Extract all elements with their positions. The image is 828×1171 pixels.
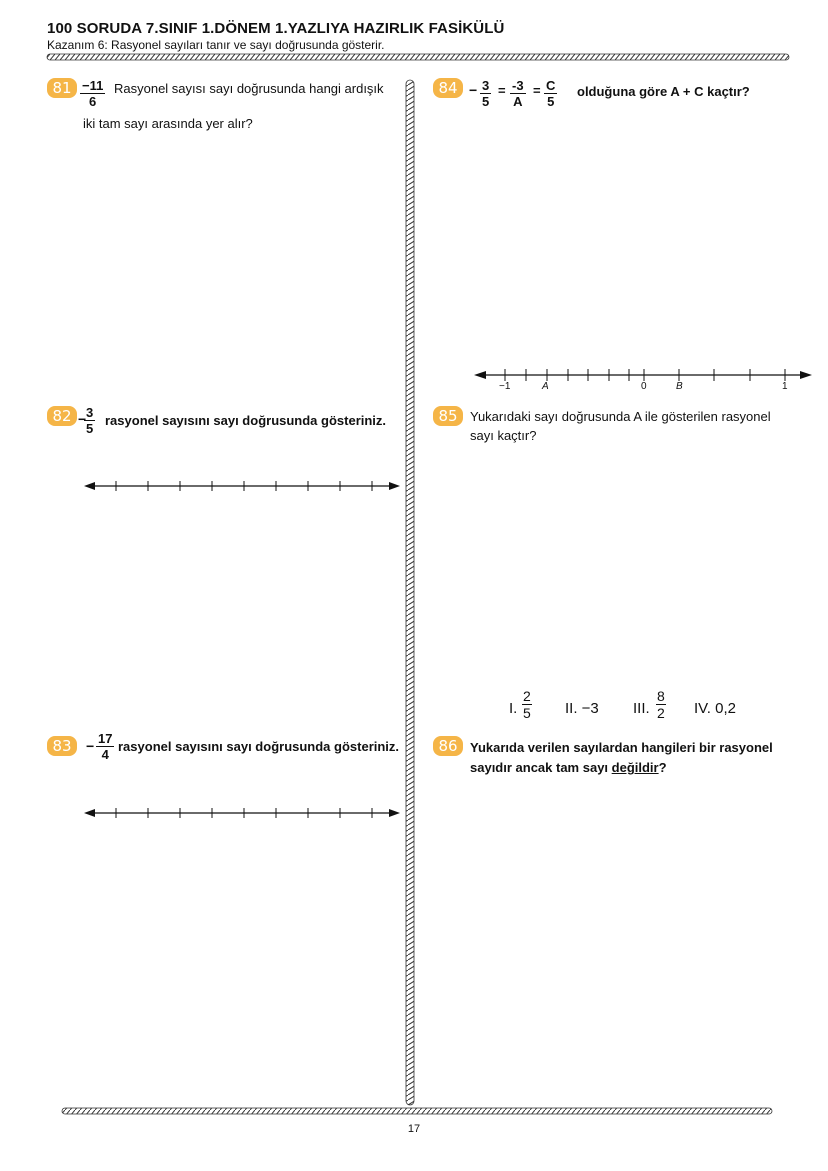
number-line-label: 1 [782, 381, 788, 392]
question-text: olduğuna göre A + C kaçtır? [577, 84, 750, 99]
equals-sign: = [498, 83, 506, 98]
fraction-denominator: 5 [86, 421, 94, 436]
fraction-numerator: 3 [482, 78, 490, 93]
option-iii-fraction [656, 688, 666, 721]
question-text: iki tam sayı arasında yer alır? [83, 116, 253, 131]
question-number-badge: 85 [433, 406, 463, 426]
question-number-badge: 81 [47, 78, 77, 98]
fraction-numerator: 2 [523, 688, 531, 704]
number-line-q85 [470, 360, 820, 400]
question-text: rasyonel sayısını sayı doğrusunda gösteriniz. [105, 413, 387, 428]
number-line-q83 [80, 803, 406, 825]
fraction-numerator: 3 [86, 405, 94, 420]
minus-sign: − [78, 411, 87, 427]
question-number-badge: 82 [47, 406, 77, 426]
page-subtitle: Kazanım 6: Rasyonel sayıları tanır ve sayı doğrusunda gösterir. [47, 38, 385, 52]
option-iii-label: III. [633, 700, 650, 717]
fraction-q84-third [544, 78, 557, 109]
fraction-q84-first [480, 78, 491, 109]
number-line-label: B [676, 381, 683, 392]
fraction-q84-second [510, 78, 526, 109]
fraction-q81 [80, 78, 105, 109]
question-text: Yukarıda verilen sayılardan hangileri bir rasyonel [470, 740, 773, 755]
fraction-denominator: 4 [101, 747, 109, 762]
fraction-numerator: C [546, 78, 556, 93]
top-rope-divider [47, 54, 789, 60]
fraction-numerator: 8 [657, 688, 665, 704]
question-text: rasyonel sayısını sayı doğrusunda gösteriniz. [118, 739, 400, 754]
question-text: Rasyonel sayısı sayı doğrusunda hangi ardışık [114, 81, 384, 96]
arrow-left-icon [84, 482, 95, 490]
fraction-denominator: 5 [523, 705, 531, 721]
equals-sign: = [533, 83, 541, 98]
question-text: sayı kaçtır? [470, 428, 537, 443]
number-line-q82 [80, 476, 406, 498]
question-text: Yukarıdaki sayı doğrusunda A ile gösterilen rasyonel [470, 409, 771, 424]
option-i-fraction [522, 688, 532, 721]
question-number-badge: 83 [47, 736, 77, 756]
center-rope-divider [406, 80, 414, 1105]
fraction-q82 [84, 405, 95, 436]
arrow-right-icon [389, 482, 400, 490]
arrow-right-icon [389, 809, 400, 817]
arrow-left-icon [474, 371, 486, 379]
minus-sign: − [86, 738, 95, 754]
page-title: 100 SORUDA 7.SINIF 1.DÖNEM 1.YAZLIYA HAZIRLIK FASİKÜLÜ [47, 20, 505, 37]
number-line-label: 0 [641, 381, 647, 392]
number-line-label: −1 [499, 381, 511, 392]
underlined-word: değildir [611, 760, 659, 775]
fraction-denominator: 5 [547, 94, 555, 109]
bottom-rope-divider [62, 1108, 772, 1114]
arrow-right-icon [800, 371, 812, 379]
text-segment: ? [658, 760, 667, 775]
fraction-numerator: -3 [512, 78, 524, 93]
arrow-left-icon [84, 809, 95, 817]
question-number-badge: 84 [433, 78, 463, 98]
fraction-denominator: 5 [482, 94, 490, 109]
fraction-denominator: A [513, 94, 523, 109]
fraction-denominator: 6 [89, 94, 97, 109]
fraction-q83 [96, 731, 114, 762]
fraction-numerator: 17 [98, 731, 113, 746]
question-text-line2 [470, 760, 667, 775]
option-ii: II. −3 [565, 700, 599, 717]
page-number: 17 [407, 1123, 421, 1135]
option-iv: IV. 0,2 [694, 700, 736, 717]
fraction-numerator: −11 [82, 78, 104, 93]
question-number-badge: 86 [433, 736, 463, 756]
fraction-denominator: 2 [657, 705, 665, 721]
minus-sign: − [469, 82, 478, 98]
text-segment: sayıdır ancak tam sayı [470, 760, 612, 775]
number-line-label: A [542, 381, 549, 392]
option-i-label: I. [509, 700, 518, 717]
